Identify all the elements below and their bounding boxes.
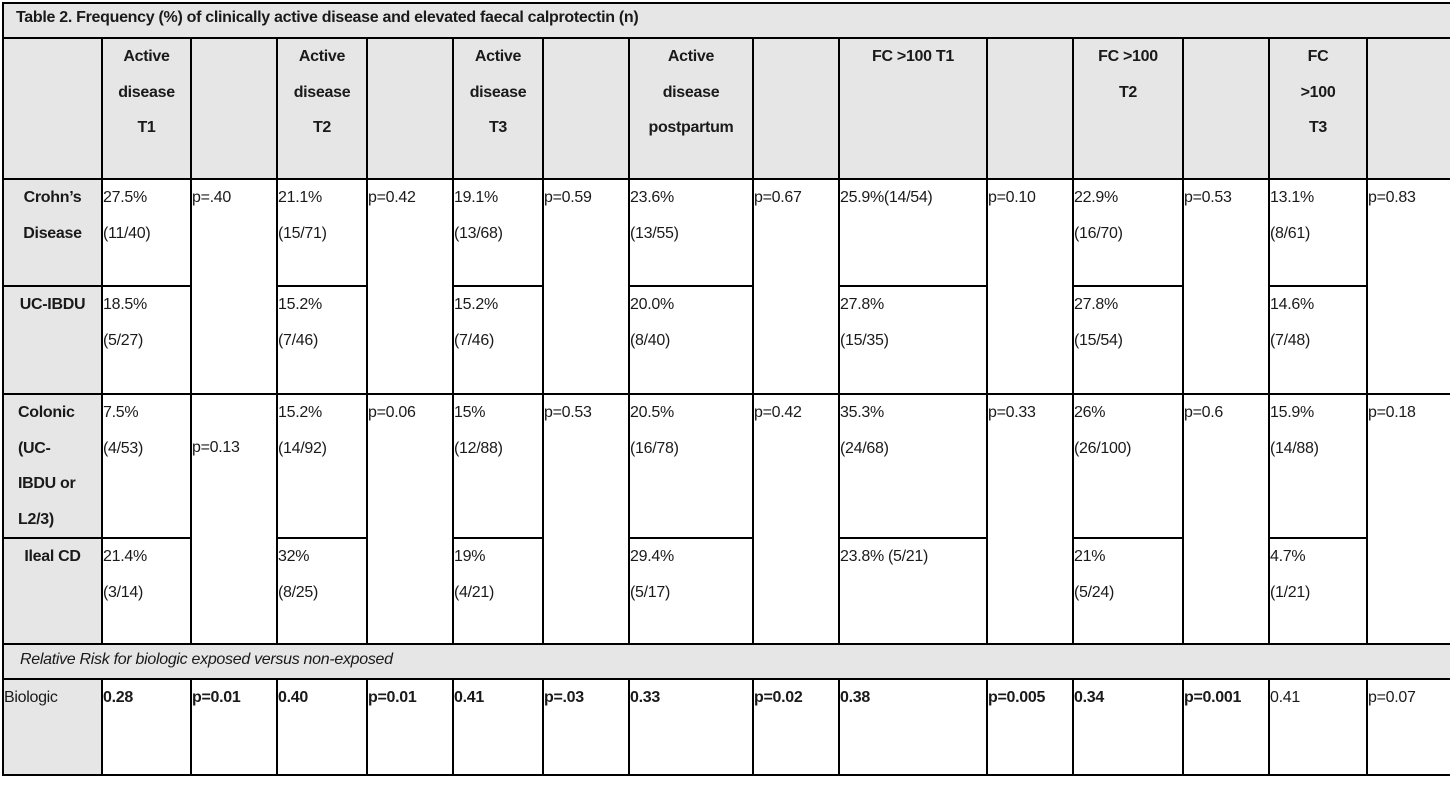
value-cell xyxy=(1269,538,1367,644)
cell-line: >100 xyxy=(1300,83,1336,101)
cell-line: (24/68) xyxy=(840,439,889,457)
cell-line: 20.0% xyxy=(630,296,674,313)
cell-line: 26% xyxy=(1074,404,1106,421)
relative-risk-value: 0.41 xyxy=(453,679,543,775)
p-value-cell xyxy=(543,179,629,394)
header-corner xyxy=(3,38,102,179)
cell-line: FC >100 T1 xyxy=(872,48,954,65)
cell-line: (8/61) xyxy=(1270,224,1310,242)
cell-line: (15/71) xyxy=(278,224,327,242)
cell-line: disease xyxy=(469,83,527,101)
relative-risk-value: 0.28 xyxy=(102,679,191,775)
p-value-cell xyxy=(987,179,1073,394)
biologic-label: Biologic xyxy=(3,679,102,775)
column-header xyxy=(277,38,367,179)
value-cell xyxy=(839,179,987,286)
p-value-cell xyxy=(367,179,453,394)
cell-line: 21% xyxy=(1074,548,1106,565)
cell-line: (13/55) xyxy=(630,224,679,242)
row-label xyxy=(3,394,102,538)
cell-line: 29.4% xyxy=(630,548,674,565)
cell-line: 25.9%(14/54) xyxy=(840,189,933,206)
p-value: p=0.10 xyxy=(988,189,1036,206)
p-header-blank xyxy=(1183,38,1269,179)
relative-risk-value: 0.34 xyxy=(1073,679,1183,775)
cell-line: (15/35) xyxy=(840,331,889,349)
cell-line: Ileal CD xyxy=(24,548,81,565)
cell-line: FC >100 xyxy=(1098,48,1158,65)
frequency-table xyxy=(2,2,1450,776)
cell-line: (12/88) xyxy=(454,439,503,457)
cell-line: postpartum xyxy=(648,119,734,136)
p-value-cell xyxy=(543,394,629,644)
p-value-cell xyxy=(753,394,839,644)
cell-line: Active xyxy=(123,48,170,65)
cell-line: IBDU or xyxy=(18,475,76,492)
p-header-blank xyxy=(1367,38,1450,179)
cell-line: (7/48) xyxy=(1270,331,1310,349)
p-value: p=0.13 xyxy=(192,439,240,456)
column-header xyxy=(839,38,987,179)
cell-line: (11/40) xyxy=(103,224,151,242)
cell-line: 35.3% xyxy=(840,404,884,421)
cell-line: 27.5% xyxy=(103,189,147,206)
value-cell xyxy=(102,538,191,644)
row-label xyxy=(3,286,102,394)
value-cell xyxy=(839,538,987,644)
table-body xyxy=(3,3,1450,775)
p-value: p=0.6 xyxy=(1184,404,1223,421)
relative-risk-p-value: p=0.07 xyxy=(1367,679,1450,775)
p-value-cell xyxy=(987,394,1073,644)
value-cell xyxy=(453,286,543,394)
table-row xyxy=(3,179,1450,286)
value-cell xyxy=(1073,179,1183,286)
cell-line: 14.6% xyxy=(1270,296,1314,313)
relative-risk-p-value: p=0.02 xyxy=(753,679,839,775)
column-header xyxy=(453,38,543,179)
cell-line: (15/54) xyxy=(1074,331,1123,349)
relative-risk-value: 0.41 xyxy=(1269,679,1367,775)
p-header-blank xyxy=(987,38,1073,179)
cell-line: 4.7% xyxy=(1270,548,1306,565)
p-value: p=.40 xyxy=(192,189,231,206)
cell-line: 15.2% xyxy=(278,404,322,421)
p-value-cell xyxy=(753,179,839,394)
value-cell xyxy=(102,286,191,394)
cell-line: (14/92) xyxy=(278,439,327,457)
value-cell xyxy=(1269,286,1367,394)
cell-line: (3/14) xyxy=(103,583,143,601)
cell-line: Crohn’s xyxy=(23,189,82,206)
column-header xyxy=(629,38,753,179)
value-cell xyxy=(629,394,753,538)
cell-line: (5/24) xyxy=(1074,583,1114,601)
cell-line: Disease xyxy=(23,224,82,242)
cell-line: (16/78) xyxy=(630,439,679,457)
p-value-cell xyxy=(1183,394,1269,644)
value-cell xyxy=(102,179,191,286)
cell-line: Active xyxy=(298,48,346,65)
cell-line: (5/17) xyxy=(630,583,670,601)
p-value-cell xyxy=(191,179,277,394)
relative-risk-label: Relative Risk for biologic exposed versus non-exposed xyxy=(3,644,1450,679)
cell-line: (UC- xyxy=(18,439,51,457)
value-cell xyxy=(839,286,987,394)
cell-line: 32% xyxy=(278,548,310,565)
table-row xyxy=(3,394,1450,538)
p-header-blank xyxy=(191,38,277,179)
relative-risk-p-value: p=0.001 xyxy=(1183,679,1269,775)
p-value: p=0.33 xyxy=(988,404,1036,421)
cell-line: T3 xyxy=(488,119,508,136)
cell-line: (1/21) xyxy=(1270,583,1310,601)
cell-line: (7/46) xyxy=(278,331,318,349)
row-label xyxy=(3,179,102,286)
biologic-row xyxy=(3,679,1450,775)
cell-line: Colonic xyxy=(18,404,75,421)
cell-line: (4/21) xyxy=(454,583,494,601)
value-cell xyxy=(277,179,367,286)
value-cell xyxy=(1073,286,1183,394)
p-value: p=0.06 xyxy=(368,404,416,421)
p-value: p=0.18 xyxy=(1368,404,1416,421)
column-header xyxy=(1073,38,1183,179)
value-cell xyxy=(1073,394,1183,538)
relative-risk-p-value: p=0.01 xyxy=(367,679,453,775)
cell-line: 15.2% xyxy=(454,296,498,313)
p-value: p=0.53 xyxy=(544,404,592,421)
cell-line: 22.9% xyxy=(1074,189,1118,206)
value-cell xyxy=(453,179,543,286)
value-cell xyxy=(277,286,367,394)
cell-line: T3 xyxy=(1308,119,1328,136)
cell-line: 7.5% xyxy=(103,404,139,421)
cell-line: 19.1% xyxy=(454,189,498,206)
relative-risk-value: 0.40 xyxy=(277,679,367,775)
relative-risk-p-value: p=0.005 xyxy=(987,679,1073,775)
p-value: p=0.42 xyxy=(368,189,416,206)
relative-risk-value: 0.38 xyxy=(839,679,987,775)
cell-line: (16/70) xyxy=(1074,224,1123,242)
cell-line: 21.4% xyxy=(103,548,147,565)
relative-risk-row xyxy=(3,644,1450,679)
relative-risk-p-value: p=.03 xyxy=(543,679,629,775)
cell-line: 20.5% xyxy=(630,404,674,421)
cell-line: (5/27) xyxy=(103,331,143,349)
p-value: p=0.42 xyxy=(754,404,802,421)
p-value-cell xyxy=(1367,394,1450,644)
value-cell xyxy=(453,394,543,538)
value-cell xyxy=(1269,394,1367,538)
value-cell xyxy=(277,394,367,538)
p-value: p=0.83 xyxy=(1368,189,1416,206)
cell-line: T2 xyxy=(312,119,332,136)
title-row xyxy=(3,3,1450,38)
cell-line: Active xyxy=(667,48,715,65)
cell-line: 15.9% xyxy=(1270,404,1314,421)
value-cell xyxy=(277,538,367,644)
cell-line: 15.2% xyxy=(278,296,322,313)
cell-line: UC-IBDU xyxy=(19,296,86,313)
value-cell xyxy=(102,394,191,538)
p-value: p=0.67 xyxy=(754,189,802,206)
cell-line: (7/46) xyxy=(454,331,494,349)
column-header xyxy=(102,38,191,179)
p-value-cell xyxy=(1183,179,1269,394)
cell-line: 19% xyxy=(454,548,486,565)
value-cell xyxy=(1269,179,1367,286)
row-label xyxy=(3,538,102,644)
cell-line: disease xyxy=(662,83,720,101)
cell-line: (4/53) xyxy=(103,439,143,457)
value-cell xyxy=(629,538,753,644)
cell-line: (14/88) xyxy=(1270,439,1319,457)
cell-line: 23.6% xyxy=(630,189,674,206)
cell-line: L2/3) xyxy=(18,510,54,528)
relative-risk-value: 0.33 xyxy=(629,679,753,775)
cell-line: 27.8% xyxy=(1074,296,1118,313)
p-header-blank xyxy=(367,38,453,179)
relative-risk-p-value: p=0.01 xyxy=(191,679,277,775)
cell-line: T2 xyxy=(1118,83,1138,101)
value-cell xyxy=(839,394,987,538)
column-header xyxy=(1269,38,1367,179)
cell-line: Active xyxy=(474,48,522,65)
value-cell xyxy=(629,179,753,286)
p-value-cell xyxy=(367,394,453,644)
cell-line: (26/100) xyxy=(1074,439,1132,457)
cell-line: 15% xyxy=(454,404,486,421)
cell-line: 23.8% (5/21) xyxy=(840,548,929,565)
cell-line: disease xyxy=(118,83,175,101)
cell-line: (13/68) xyxy=(454,224,503,242)
cell-line: 18.5% xyxy=(103,296,147,313)
cell-line: T1 xyxy=(137,119,156,136)
value-cell xyxy=(453,538,543,644)
value-cell xyxy=(629,286,753,394)
cell-line: 27.8% xyxy=(840,296,884,313)
cell-line: (8/40) xyxy=(630,331,670,349)
p-value-cell xyxy=(1367,179,1450,394)
p-header-blank xyxy=(753,38,839,179)
cell-line: FC xyxy=(1307,48,1329,65)
cell-line: 21.1% xyxy=(278,189,322,206)
p-value: p=0.59 xyxy=(544,189,592,206)
cell-line: disease xyxy=(293,83,351,101)
value-cell xyxy=(1073,538,1183,644)
table-title: Table 2. Frequency (%) of clinically active disease and elevated faecal calprotectin (n) xyxy=(3,3,1450,38)
p-header-blank xyxy=(543,38,629,179)
cell-line: (8/25) xyxy=(278,583,318,601)
cell-line: 13.1% xyxy=(1270,189,1314,206)
p-value: p=0.53 xyxy=(1184,189,1232,206)
p-value-cell xyxy=(191,394,277,644)
header-row xyxy=(3,38,1450,179)
